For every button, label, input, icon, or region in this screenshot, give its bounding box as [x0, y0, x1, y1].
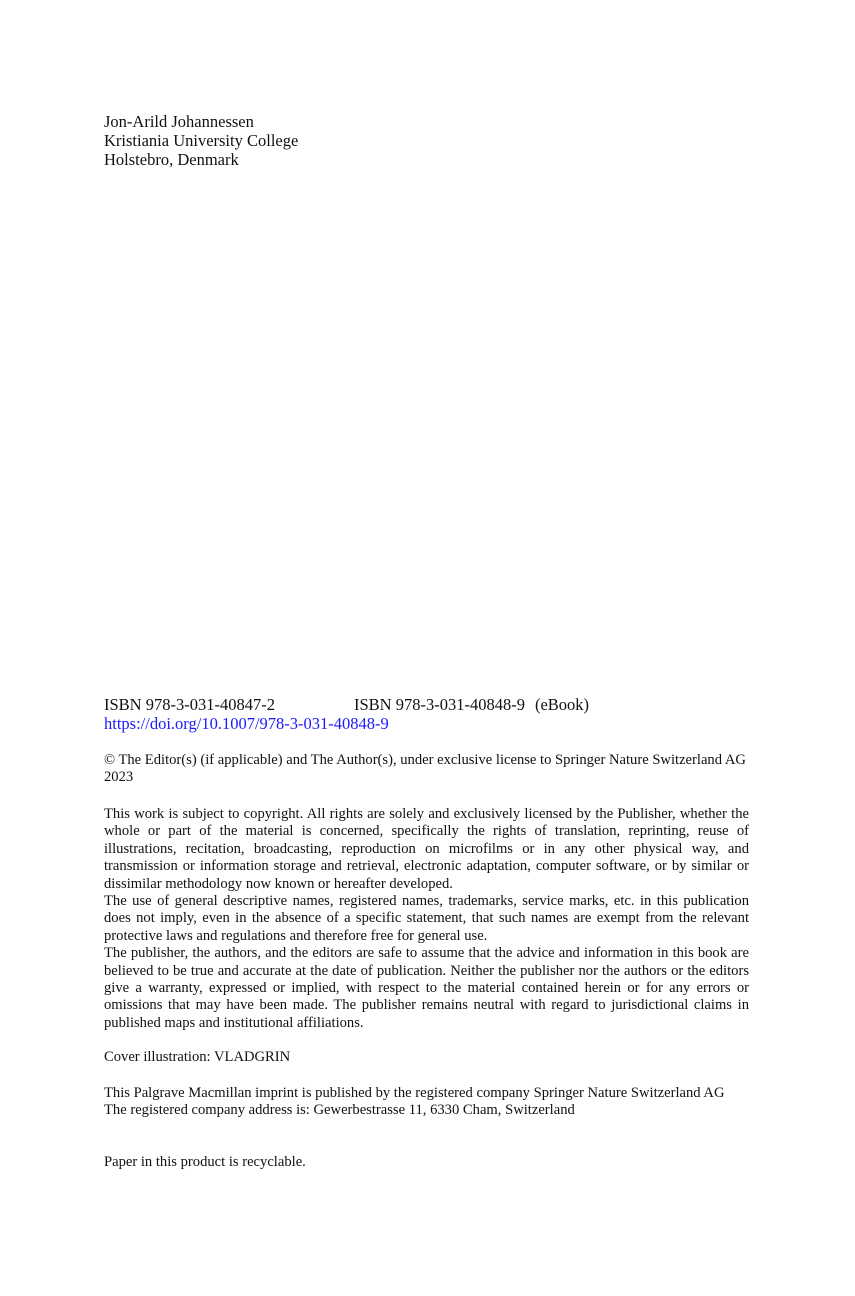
- author-institution: Kristiania University College: [104, 131, 299, 150]
- isbn-print: ISBN 978-3-031-40847-2: [104, 695, 275, 714]
- copyright-notice: [104, 752, 749, 787]
- imprint-block: [104, 1085, 749, 1120]
- rights-paragraph-trademarks: The use of general descriptive names, registered names, trademarks, service marks, etc. in this publication does not imply, even in the absence of a specific statement, that such names are exempt from the relevant protective laws and regulations and therefore free for general use.: [104, 893, 749, 944]
- isbn-row: [104, 695, 589, 714]
- imprint-address: The registered company address is: Gewerbestrasse 11, 6330 Cham, Switzerland: [104, 1102, 575, 1119]
- rights-statement: [104, 806, 749, 1032]
- recycle-note: [104, 1154, 749, 1171]
- isbn-ebook: ISBN 978-3-031-40848-9: [354, 695, 525, 714]
- doi-link[interactable]: https://doi.org/10.1007/978-3-031-40848-9: [104, 714, 389, 733]
- isbn-ebook-tag: (eBook): [534, 695, 590, 714]
- recycle-note-text: Paper in this product is recyclable.: [104, 1154, 306, 1170]
- copyright-notice-text: © The Editor(s) (if applicable) and The Author(s), under exclusive license to Springer Nature Switzerland AG 2023: [104, 752, 746, 786]
- imprint-statement: This Palgrave Macmillan imprint is published by the registered company Springer Nature Switzerland AG: [104, 1085, 725, 1101]
- author-name: Jon-Arild Johannessen: [104, 112, 254, 131]
- author-block: [104, 112, 298, 169]
- cover-credit: [104, 1049, 749, 1066]
- author-location: Holstebro, Denmark: [104, 150, 239, 169]
- rights-paragraph-disclaimer: The publisher, the authors, and the editors are safe to assume that the advice and information in this book are believed to be true and accurate at the date of publication. Neither the publisher nor the authors or the editors give a warranty, expressed or implied, with respect to the material contained herein or for any errors or omissions that may have been made. The publisher remains neutral with regard to jurisdictional claims in published maps and institutional affiliations.: [104, 945, 749, 1031]
- rights-paragraph-copyright: This work is subject to copyright. All rights are solely and exclusively licensed by the Publisher, whether the whole or part of the material is concerned, specifically the rights of translation, reprinting, reuse of illustrations, recitation, broadcasting, reproduction on microfilms or in any other physical way, and transmission or information storage and retrieval, electronic adaptation, computer software, or by similar or dissimilar methodology now known or hereafter developed.: [104, 806, 749, 892]
- cover-credit-text: Cover illustration: VLADGRIN: [104, 1049, 291, 1065]
